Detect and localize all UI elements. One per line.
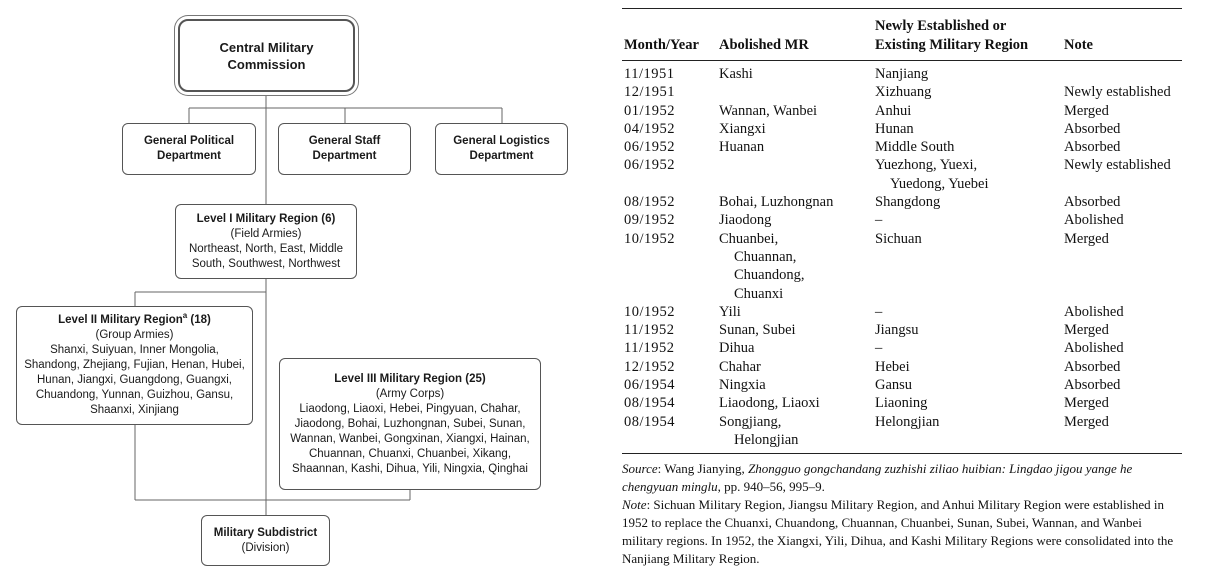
cell-line: Chuannan,: [734, 248, 797, 265]
source-title: Zhongguo gongchandang zuzhishi ziliao huibian: Lingdao jigou yange he chengyuan minglu: [622, 461, 1133, 495]
cell-abolished: [719, 65, 753, 83]
note-text: : Sichuan Military Region, Jiangsu Military Region, and Anhui Military Region were established in 1952 to replace the Chuanxi, Chuandong, Chuannan, Chuanbei, Sunan, Subei, Wannan, and Wanbei military regions. In 1952, the Xiangxi, Yili, Dihua, and Kashi Military Regions were consolidated into the Nanjiang Military Region.: [622, 497, 1174, 567]
table-row: [622, 65, 1182, 83]
cell-month-year: 08/1954: [624, 413, 676, 430]
cell-established: [875, 394, 927, 412]
cell-line: Anhui: [875, 102, 912, 119]
table-row: [622, 376, 1182, 394]
cell-note: Absorbed: [1064, 358, 1121, 375]
table-row: [622, 138, 1182, 156]
table-header: [622, 9, 1182, 60]
cell-established: [875, 303, 882, 321]
cell-abolished: [719, 102, 817, 120]
cell-abolished: [719, 321, 796, 339]
table-row: [622, 230, 1182, 303]
cell-established: [875, 230, 922, 248]
cell-note: Abolished: [1064, 340, 1124, 357]
cell-month-year: 08/1954: [624, 395, 676, 412]
source-label: Source: [622, 461, 658, 477]
cell-established: [875, 358, 910, 376]
table-bottom-rule: [622, 453, 1182, 454]
cell-line: Chuandong,: [734, 267, 805, 284]
cell-line: Jiangsu: [875, 322, 919, 339]
cell-abolished: [719, 358, 761, 376]
header-established-line2: Existing Military Region: [875, 37, 1029, 53]
cell-line: Yili: [719, 303, 741, 320]
cell-line: –: [875, 303, 883, 320]
cell-month-year: 09/1952: [624, 212, 676, 229]
cell-established: [875, 376, 912, 394]
cell-line: Liaodong, Liaoxi: [719, 395, 820, 412]
table-row: [622, 321, 1182, 339]
department-label: General Political Department: [143, 135, 235, 162]
cell-abolished: [719, 376, 766, 394]
subdistrict-subtitle: (Division): [241, 541, 290, 554]
cell-abolished: [719, 413, 798, 450]
cell-line: Hebei: [875, 358, 910, 375]
cell-month-year: 11/1952: [624, 322, 675, 339]
cell-month-year: 06/1952: [624, 157, 676, 174]
cell-note: Newly established: [1064, 157, 1171, 174]
cell-established: [875, 120, 914, 138]
cell-note: Abolished: [1064, 303, 1124, 320]
level2-count: (18): [187, 314, 211, 326]
cell-line: Hunan: [875, 120, 914, 137]
cell-month-year: 06/1954: [624, 377, 676, 394]
cell-line: Chuanbei,: [719, 230, 779, 247]
cell-line: Xiangxi: [719, 120, 766, 137]
cell-note: Merged: [1064, 413, 1109, 430]
table-row: [622, 83, 1182, 101]
cell-established: [875, 321, 919, 339]
cell-line: –: [875, 212, 883, 229]
cell-line: Dihua: [719, 340, 755, 357]
cell-established: [875, 211, 882, 229]
level2-military-region-box: [16, 306, 253, 425]
cell-established: [875, 156, 989, 193]
cell-line: Shangdong: [875, 194, 941, 211]
cell-line: Kashi: [719, 66, 753, 82]
military-subdistrict-box: [201, 515, 330, 566]
table-row: [622, 156, 1182, 193]
table-row: [622, 358, 1182, 376]
header-month-year: Month/Year: [624, 37, 699, 53]
table-body: [622, 61, 1182, 449]
cell-month-year: 08/1952: [624, 194, 676, 211]
table-row: [622, 339, 1182, 357]
level3-regions: Liaodong, Liaoxi, Hebei, Pingyuan, Chahar, Jiaodong, Bohai, Luzhongnan, Subei, Sunan, Wannan, Wanbei, Gongxinan, Xiangxi, Hainan, Chuannan, Chuanxi, Chuanbei, Xikang, Shaannan, Kashi, Dihua, Yili, Ningxia, Qinghai: [290, 402, 530, 475]
cell-line: Jiaodong: [719, 212, 772, 229]
level3-title: Level III Military Region (25): [334, 372, 486, 385]
table-row: [622, 193, 1182, 211]
cell-month-year: 11/1951: [624, 66, 675, 82]
cell-abolished: [719, 394, 820, 412]
level3-military-region-box: [279, 358, 541, 490]
cell-line: –: [875, 340, 883, 357]
level1-title: Level I Military Region (6): [196, 212, 336, 225]
cell-abolished: [719, 230, 804, 303]
level1-subtitle: (Field Armies): [230, 227, 302, 240]
cell-line: Chuanxi: [734, 285, 784, 302]
cell-note: Absorbed: [1064, 120, 1121, 137]
cell-month-year: 01/1952: [624, 102, 676, 119]
cell-abolished: [719, 211, 771, 229]
cell-established: [875, 339, 882, 357]
table-row: [622, 102, 1182, 120]
cell-abolished: [719, 193, 833, 211]
department-label: General Staff Department: [308, 135, 381, 162]
cell-established: [875, 138, 954, 156]
cell-line: Sichuan: [875, 230, 922, 247]
cell-line: Xizhuang: [875, 84, 932, 101]
cell-line: Sunan, Subei: [719, 322, 796, 339]
cell-established: [875, 193, 940, 211]
cell-note: Merged: [1064, 102, 1109, 119]
cell-abolished: [719, 120, 766, 138]
cell-established: [875, 102, 911, 120]
cell-note: Absorbed: [1064, 377, 1121, 394]
source-author: : Wang Jianying,: [657, 461, 749, 477]
table-row: [622, 413, 1182, 450]
table-row: [622, 394, 1182, 412]
header-established-line1: Newly Established or: [875, 18, 1007, 34]
cell-month-year: 06/1952: [624, 139, 676, 156]
cell-line: Helongjian: [875, 413, 940, 430]
cell-month-year: 12/1952: [624, 358, 676, 375]
cell-abolished: [719, 303, 741, 321]
table-row: [622, 303, 1182, 321]
level1-regions: Northeast, North, East, Middle South, Southwest, Northwest: [188, 242, 344, 270]
cell-line: Huanan: [719, 139, 765, 156]
cell-line: Middle South: [875, 139, 955, 156]
level2-title: [58, 313, 211, 328]
department-label: General Logistics Department: [453, 135, 550, 162]
cell-month-year: 10/1952: [624, 230, 676, 247]
cell-month-year: 11/1952: [624, 340, 675, 357]
cell-abolished: [719, 138, 764, 156]
level2-regions: Shanxi, Suiyuan, Inner Mongolia, Shandong, Zhejiang, Fujian, Henan, Hubei, Hunan, Jiangxi, Guangdong, Guangxi, Chuandong, Yunnan, Guizhou, Gansu, Shaanxi, Xinjiang: [24, 344, 245, 416]
cell-line: Songjiang,: [719, 413, 782, 430]
header-note: Note: [1064, 37, 1093, 53]
cell-line: Gansu: [875, 377, 913, 394]
level2-title-text: Level II Military Region: [58, 314, 183, 326]
cell-note: Abolished: [1064, 212, 1124, 229]
general-staff-department-box: [278, 123, 411, 175]
cell-note: Merged: [1064, 230, 1109, 247]
cell-note: Newly established: [1064, 84, 1171, 101]
source-pages: , pp. 940–56, 995–9.: [717, 479, 825, 495]
cell-month-year: 04/1952: [624, 120, 676, 137]
cell-line: Nanjiang: [875, 66, 929, 82]
cell-month-year: 12/1951: [624, 84, 676, 101]
level2-footnote-mark: a: [182, 311, 188, 321]
org-chart: [0, 0, 600, 572]
cell-line: Chahar: [719, 358, 761, 375]
table-row: [622, 120, 1182, 138]
cell-line: Yuedong, Yuebei: [890, 175, 989, 192]
cell-note: Absorbed: [1064, 194, 1121, 211]
note-footnote: [622, 496, 1182, 568]
military-region-changes-table: [622, 8, 1182, 568]
general-logistics-department-box: [435, 123, 568, 175]
cell-established: [875, 83, 931, 101]
source-footnote: [622, 460, 1182, 496]
level3-subtitle: (Army Corps): [375, 387, 445, 400]
cell-line: Yuezhong, Yuexi,: [875, 157, 978, 174]
note-label: Note: [622, 497, 647, 513]
cell-line: Wannan, Wanbei: [719, 102, 818, 119]
subdistrict-title: Military Subdistrict: [213, 526, 318, 539]
cell-note: Merged: [1064, 395, 1109, 412]
cell-line: Liaoning: [875, 395, 928, 412]
central-title: Central Military Commission: [219, 39, 314, 72]
central-military-commission-box: [178, 19, 355, 92]
cell-line: Ningxia: [719, 377, 766, 394]
header-abolished: Abolished MR: [719, 37, 809, 53]
level1-military-region-box: [175, 204, 357, 279]
general-political-department-box: [122, 123, 256, 175]
cell-established: [875, 65, 928, 83]
level2-subtitle: (Group Armies): [95, 329, 174, 341]
cell-note: Absorbed: [1064, 139, 1121, 156]
table-row: [622, 211, 1182, 229]
cell-established: [875, 413, 939, 431]
cell-note: Merged: [1064, 322, 1109, 339]
cell-line: Bohai, Luzhongnan: [719, 194, 834, 211]
cell-month-year: 10/1952: [624, 303, 676, 320]
cell-abolished: [719, 339, 754, 357]
cell-line: Helongjian: [734, 431, 799, 448]
